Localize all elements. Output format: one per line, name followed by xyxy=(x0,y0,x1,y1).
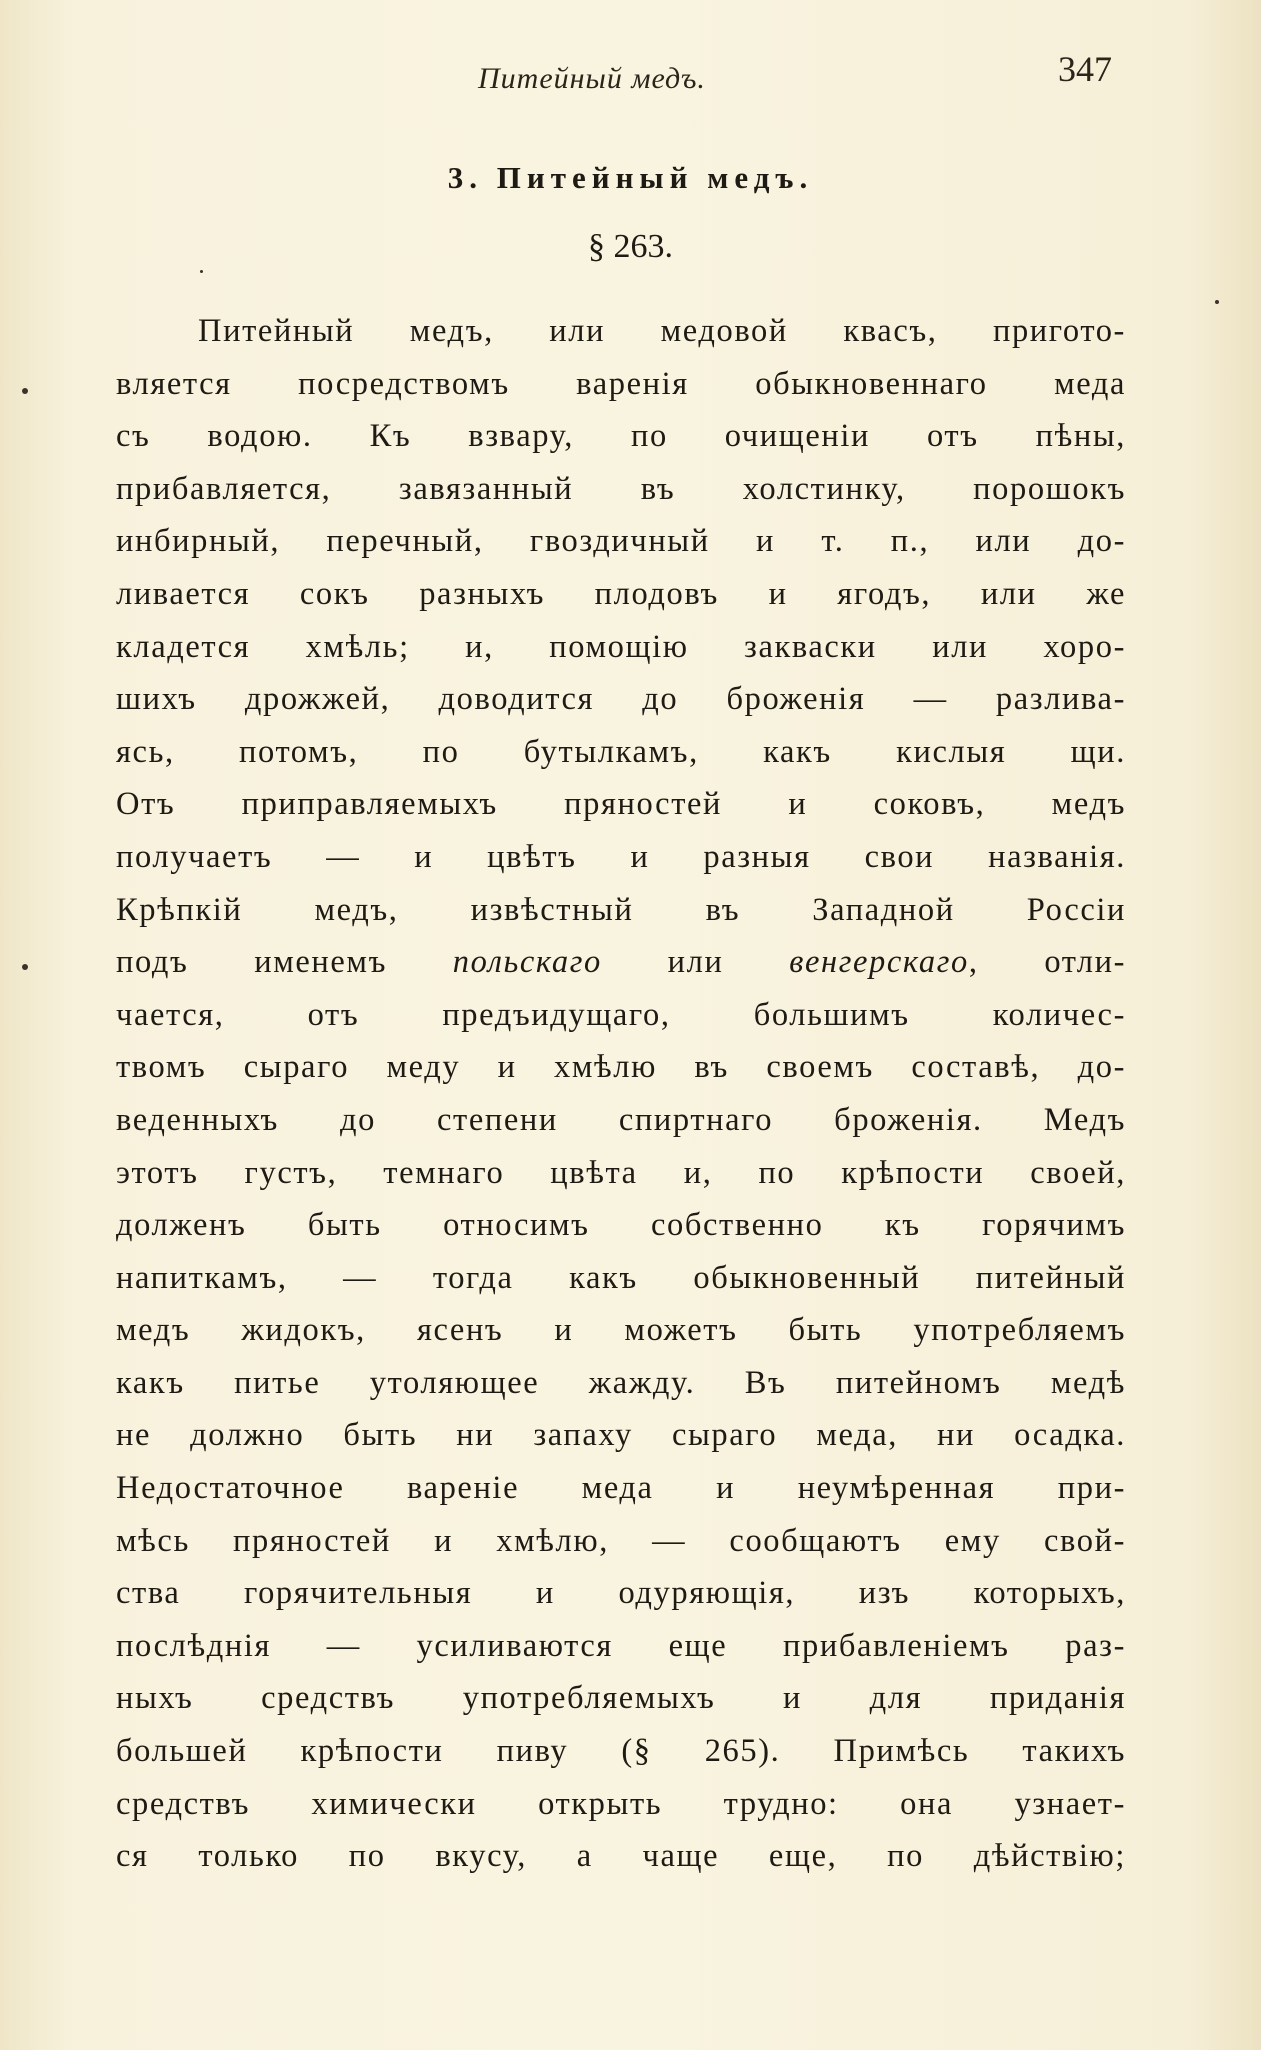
text-line: вляется посредствомъ варенія обыкновеннаго меда xyxy=(116,365,1126,402)
section-title: 3. Питейный медъ. xyxy=(447,160,814,195)
text-line: какъ питье утоляющее жажду. Въ питейномъ медѣ xyxy=(116,1364,1126,1401)
text-line: инбирный, перечный, гвоздичный и т. п., или до- xyxy=(116,523,1126,560)
text-line: получаетъ — и цвѣтъ и разныя свои названія. xyxy=(116,838,1126,875)
text-line: ныхъ средствъ употребляемыхъ и для приданія xyxy=(116,1680,1126,1717)
ink-speck xyxy=(22,388,28,394)
italic-term-hungarian: венгерскаго xyxy=(789,944,969,981)
text-line: чается, отъ предъидущаго, большимъ количес- xyxy=(116,996,1126,1033)
text-line: мѣсь пряностей и хмѣлю, — сообщаютъ ему свой- xyxy=(116,1522,1126,1559)
text-line: напиткамъ, — тогда какъ обыкновенный питейный xyxy=(116,1259,1126,1296)
text-line: ства горячительныя и одуряющія, изъ которыхъ, xyxy=(116,1575,1126,1612)
text-segment: , отли- xyxy=(968,944,1126,981)
running-head: Питейный медъ. xyxy=(478,62,706,95)
text-line: съ водою. Къ взвару, по очищеніи отъ пѣны, xyxy=(116,418,1126,455)
paragraph-number: § 263. xyxy=(588,228,673,265)
page-number: 347 xyxy=(1058,49,1112,89)
text-line: средствъ химически открыть трудно: она узнает- xyxy=(116,1785,1126,1822)
italic-term-polish: польскаго xyxy=(452,944,602,981)
body-text xyxy=(116,305,1126,1883)
ink-speck xyxy=(1215,300,1219,304)
text-line: медъ жидокъ, ясенъ и можетъ быть употребляемъ xyxy=(116,1312,1126,1349)
text-segment: подъ именемъ xyxy=(116,944,453,981)
text-line: кладется хмѣль; и, помощію закваски или хоро- xyxy=(116,628,1126,665)
text-line-with-italics xyxy=(116,936,1126,989)
text-line: Питейный медъ, или медовой квасъ, пригото- xyxy=(198,313,1126,349)
text-line: веденныхъ до степени спиртнаго броженія. Медъ xyxy=(116,1101,1126,1138)
ink-speck xyxy=(22,964,28,970)
text-line: Крѣпкій медъ, извѣстный въ Западной Россіи xyxy=(116,891,1126,928)
text-line: Отъ приправляемыхъ пряностей и соковъ, медъ xyxy=(116,786,1126,823)
text-line: долженъ быть относимъ собственно къ горячимъ xyxy=(116,1207,1126,1244)
text-line: прибавляется, завязанный въ холстинку, порошокъ xyxy=(116,470,1126,507)
text-line: ливается сокъ разныхъ плодовъ и ягодъ, или же xyxy=(116,575,1126,612)
text-line: шихъ дрожжей, доводится до броженія — разлива- xyxy=(116,681,1126,718)
text-line: ясь, потомъ, по бутылкамъ, какъ кислыя щи. xyxy=(116,733,1126,770)
text-line: послѣднія — усиливаются еще прибавленіемъ раз- xyxy=(116,1627,1126,1664)
ink-speck xyxy=(200,270,203,273)
text-line: Недостаточное вареніе меда и неумѣренная при- xyxy=(116,1470,1126,1507)
text-line: большей крѣпости пиву (§ 265). Примѣсь такихъ xyxy=(116,1733,1126,1770)
text-line: твомъ сыраго меду и хмѣлю въ своемъ составѣ, до- xyxy=(116,1049,1126,1086)
text-segment: или xyxy=(601,944,790,981)
text-line: ся только по вкусу, а чаще еще, по дѣйствію; xyxy=(116,1838,1126,1875)
text-line: не должно быть ни запаху сыраго меда, ни осадка. xyxy=(116,1417,1126,1454)
text-line: этотъ густъ, темнаго цвѣта и, по крѣпости своей, xyxy=(116,1154,1126,1191)
